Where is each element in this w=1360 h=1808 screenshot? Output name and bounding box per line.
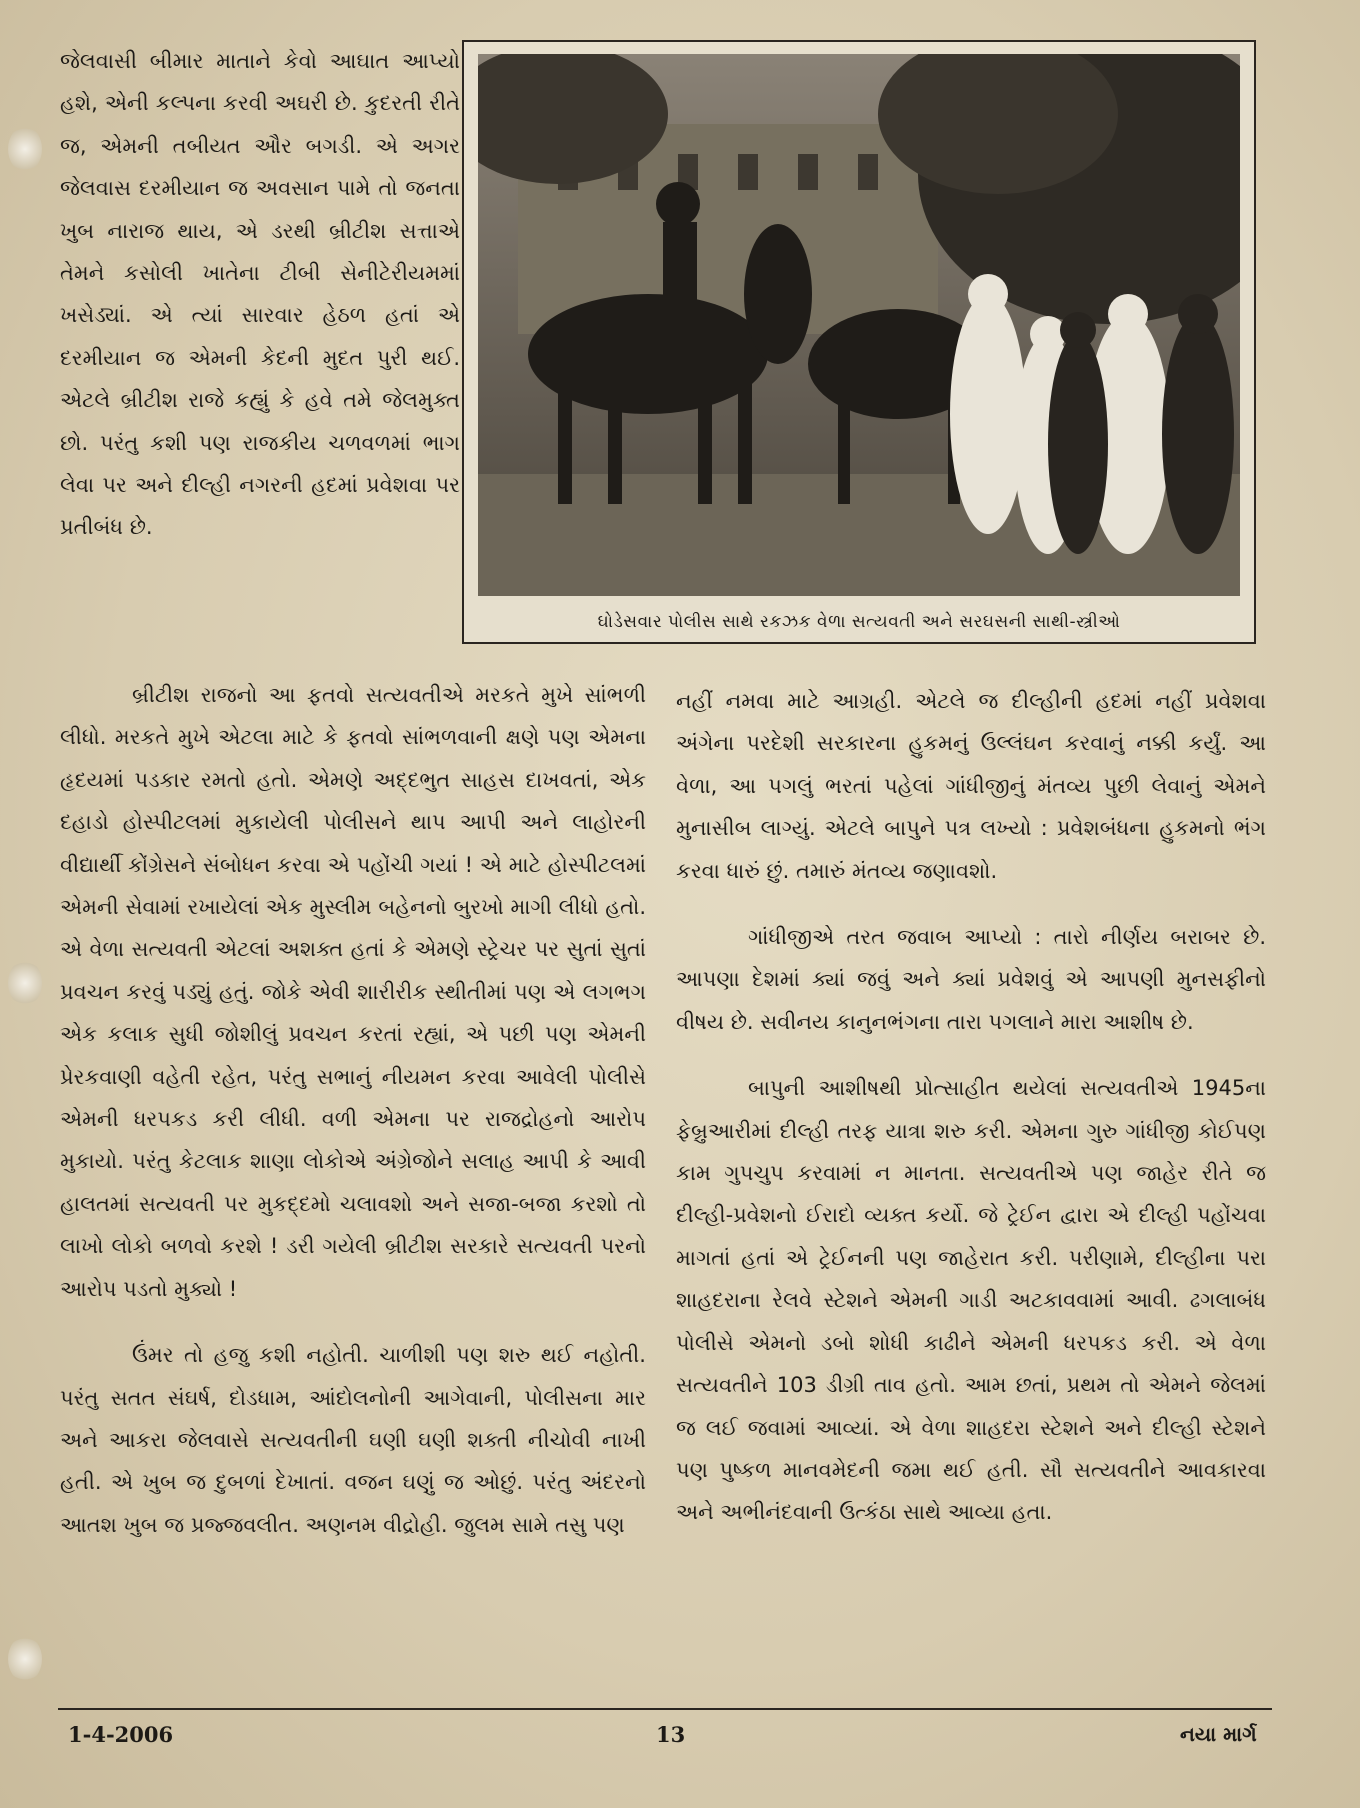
column-right — [676, 680, 1266, 1558]
footer-date: 1-4-2006 — [68, 1722, 174, 1747]
paragraph: નહીં નમવા માટે આગ્રહી. એટલે જ દીલ્હીની હદમાં નહીં પ્રવેશવા અંગેના પરદેશી સરકારના હુકમનું ઉલ્લંઘન કરવાનું નક્કી કર્યું. આ વેળા, આ પગલું ભરતાં પહેલાં ગાંધીજીનું મંતવ્ય પુછી લેવાનું એમને મુનાસીબ લાગ્યું. એટલે બાપુને પત્ર લખ્યો : પ્રવેશબંધના હુકમનો ભંગ કરવા ધારું છું. તમારું મંતવ્ય જણાવશો. — [676, 689, 1266, 883]
binding-hole — [8, 126, 42, 172]
binding-hole — [8, 1636, 42, 1682]
paragraph: ઉંમર તો હજુ કશી નહોતી. ચાળીશી પણ શરુ થઈ નહોતી. પરંતુ સતત સંઘર્ષ, દોડધામ, આંદોલનોની આગેવાની, પોલીસના માર અને આકરા જેલવાસે સત્યવતીની ઘણી ઘણી શક્તી નીચોવી નાખી હતી. એ ખુબ જ દુબળાં દેખાતાં. વજન ઘણું જ ઓછું. પરંતુ અંદરનો આતશ ખુબ જ પ્રજ્જવલીત. અણનમ વીદ્રોહી. જુલમ સામે તસુ પણ — [60, 1343, 646, 1537]
paragraph: બાપુની આશીષથી પ્રોત્સાહીત થયેલાં સત્યવતીએ 1945ના ફેબ્રુઆરીમાં દીલ્હી તરફ યાત્રા શરુ કરી. એમના ગુરુ ગાંધીજી કોઈપણ કામ ગુપચુપ કરવામાં ન માનતા. સત્યવતીએ પણ જાહેર રીતે જ દીલ્હી-પ્રવેશનો ઈરાદો વ્યક્ત કર્યો. જે ટ્રેઈન દ્વારા એ દીલ્હી પહોંચવા માગતાં હતાં એ ટ્રેઈનની પણ જાહેરાત કરી. પરીણામે, દીલ્હીના પરા શાહદરાના રેલવે સ્ટેશને એમની ગાડી અટકાવવામાં આવી. ઢગલાબંધ પોલીસે એમનો ડબો શોધી કાઢીને એમની ધરપકડ કરી. એ વેળા સત્યવતીને 103 ડીગ્રી તાવ હતો. આમ છતાં, પ્રથમ તો એમને જેલમાં જ લઈ જવામાં આવ્યાં. એ વેળા શાહદરા સ્ટેશને અને દીલ્હી સ્ટેશને પણ પુષ્કળ માનવમેદની જમા થઈ હતી. સૌ સત્યવતીને આવકારવા અને અભીનંદવાની ઉત્કંઠા સાથે આવ્યા હતા. — [676, 1076, 1266, 1525]
paragraph: બ્રીટીશ રાજનો આ ફતવો સત્યવતીએ મરકતે મુખે સાંભળી લીધો. મરકતે મુખે એટલા માટે કે ફતવો સાંભળવાની ક્ષણે પણ એમના હૃદયમાં પડકાર રમતો હતો. એમણે અદ્દભુત સાહસ દાખવતાં, એક દહાડો હોસ્પીટલમાં મુકાયેલી પોલીસને થાપ આપી અને લાહોરની વીદ્યાર્થી કોંગ્રેસને સંબોધન કરવા એ પહોંચી ગયાં ! એ માટે હોસ્પીટલમાં એમની સેવામાં રખાયેલાં એક મુસ્લીમ બહેનનો બુરખો માગી લીધો હતો. એ વેળા સત્યવતી એટલાં અશક્ત હતાં કે એમણે સ્ટ્રેચર પર સુતાં સુતાં પ્રવચન કરવું પડ્યું હતું. જોકે એવી શારીરીક સ્થીતીમાં પણ એ લગભગ એક કલાક સુધી જોશીલું પ્રવચન કરતાં રહ્યાં, એ પછી પણ એમની પ્રેરકવાણી વહેતી રહેત, પરંતુ સભાનું નીયમન કરવા આવેલી પોલીસે એમની ધરપકડ કરી લીધી. વળી એમના પર રાજદ્રોહનો આરોપ મુકાયો. પરંતુ કેટલાક શાણા લોકોએ અંગ્રેજોને સલાહ આપી કે આવી હાલતમાં સત્યવતી પર મુકદ્દમો ચલાવશો અને સજા-બજા કરશો તો લાખો લોકો બળવો કરશે ! ડરી ગયેલી બ્રીટીશ સરકારે સત્યવતી પરનો આરોપ પડતો મુક્યો ! — [60, 683, 646, 1301]
photo-illustration — [478, 54, 1240, 596]
paragraph: ગાંધીજીએ તરત જવાબ આપ્યો : તારો નીર્ણય બરાબર છે. આપણા દેશમાં ક્યાં જવું અને ક્યાં પ્રવેશવું એ આપણી મુનસફીનો વીષય છે. સવીનય કાનુનભંગના તારા પગલાને મારા આશીષ છે. — [676, 925, 1266, 1034]
paragraph: જેલવાસી બીમાર માતાને કેવો આઘાત આપ્યો હશે, એની કલ્પના કરવી અઘરી છે. કુદરતી રીતે જ, એમની તબીયત ઔર બગડી. એ અગર જેલવાસ દરમીયાન જ અવસાન પામે તો જનતા ખુબ નારાજ થાય, એ ડરથી બ્રીટીશ સત્તાએ તેમને કસોલી ખાતેના ટીબી સેનીટેરીયમમાં ખસેડ્યાં. એ ત્યાં સારવાર હેઠળ હતાં એ દરમીયાન જ એમની કેદની મુદત પુરી થઈ. એટલે બ્રીટીશ રાજે કહ્યું કે હવે તમે જેલમુક્ત છો. પરંતુ કશી પણ રાજકીય ચળવળમાં ભાગ લેવા પર અને દીલ્હી નગરની હદમાં પ્રવેશવા પર પ્રતીબંધ છે. — [60, 49, 460, 540]
footer-rule — [58, 1708, 1272, 1710]
magazine-name: નયા માર્ગ — [1180, 1722, 1257, 1746]
page-number: 13 — [656, 1722, 686, 1747]
photo-figure — [462, 40, 1256, 644]
historical-photo — [478, 54, 1240, 596]
photo-caption: ઘોડેસવાર પોલીસ સાથે રકઝક વેળા સત્યવતી અને સરઘસની સાથી-સ્ત્રીઓ — [597, 612, 1121, 632]
column-left — [60, 674, 646, 1570]
column-top-left — [60, 40, 460, 573]
binding-hole — [8, 960, 42, 1006]
